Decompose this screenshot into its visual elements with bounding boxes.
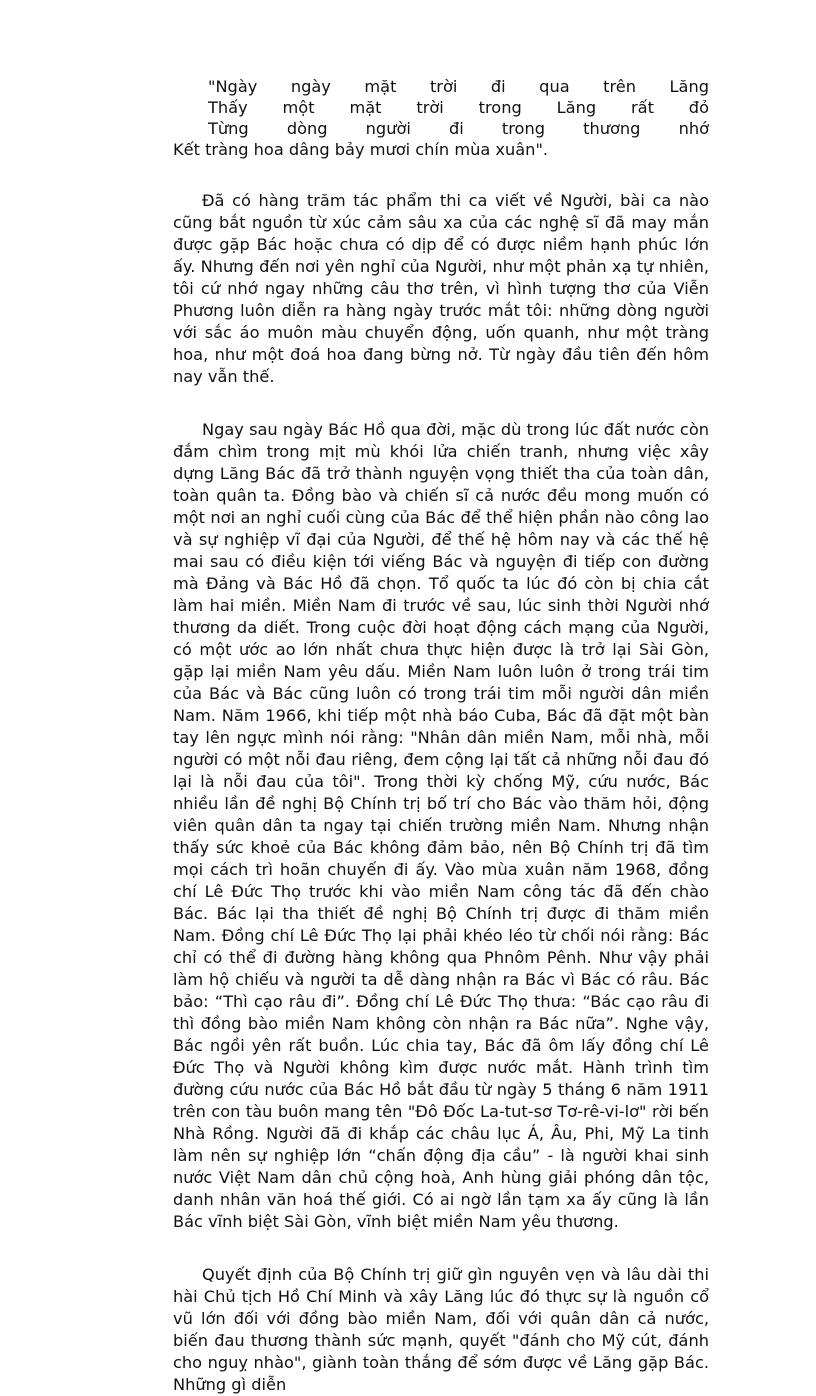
poem-line: Kết tràng hoa dâng bảy mươi chín mùa xuân". — [173, 140, 549, 159]
poem-line: Từng dòng người đi trong thương nhớ — [208, 119, 709, 138]
document-page — [173, 76, 709, 1396]
poem-line: Thấy một mặt trời trong Lăng rất đỏ — [208, 98, 709, 117]
poem-stanza — [173, 76, 709, 160]
body-paragraph: Đã có hàng trăm tác phẩm thi ca viết về Người, bài ca nào cũng bắt nguồn từ xúc cảm sâu xa của các nghệ sĩ đã may mắn được gặp Bác hoặc chưa có dịp để có được niềm hạnh phúc lớn ấy. Nhưng đến nơi yên nghỉ của Người, như một phản xạ tự nhiên, tôi cứ nhớ ngay những câu thơ trên, vì hình tượng thơ của Viễn Phương luôn diễn ra hàng ngày trước mắt tôi: những dòng người với sắc áo muôn màu chuyển động, uốn quanh, như một tràng hoa, như một đoá hoa đang bừng nở. Từ ngày đầu tiên đến hôm nay vẫn thế. — [173, 191, 709, 386]
poem-line: "Ngày ngày mặt trời đi qua trên Lăng — [208, 77, 709, 96]
body-paragraph: Ngay sau ngày Bác Hồ qua đời, mặc dù trong lúc đất nước còn đắm chìm trong mịt mù khói lửa chiến tranh, nhưng việc xây dựng Lăng Bác đã trở thành nguyện vọng thiết tha của toàn dân, toàn quân ta. Đồng bào và chiến sĩ cả nước đều mong muốn có một nơi an nghỉ cuối cùng của Bác để thể hiện phần nào công lao và sự nghiệp vĩ đại của Người, để thế hệ hôm nay và các thế hệ mai sau có điều kiện tới viếng Bác và nguyện đi tiếp con đường mà Đảng và Bác Hồ đã chọn. Tổ quốc ta lúc đó còn bị chia cắt làm hai miền. Miền Nam đi trước về sau, lúc sinh thời Người nhớ thương da diết. Trong cuộc đời hoạt động cách mạng của Người, có một ước ao lớn nhất chưa thực hiện được là trở lại Sài Gòn, gặp lại miền Nam yêu dấu. Miền Nam luôn luôn ở trong trái tim của Bác và Bác cũng luôn có trong trái tim mỗi người dân miền Nam. Năm 1966, khi tiếp một nhà báo Cuba, Bác đã đặt một bàn tay lên ngực mình nói rằng: "Nhân dân miền Nam, mỗi nhà, mỗi người có một nỗi đau riêng, đem cộng lại tất cả những nỗi đau đó lại là nỗi đau của tôi". Trong thời kỳ chống Mỹ, cứu nước, Bác nhiều lần đề nghị Bộ Chính trị bố trí cho Bác vào thăm hỏi, động viên quân dân ta ngay tại chiến trường miền Nam. Nhưng nhận thấy sức khoẻ của Bác không đảm bảo, nên Bộ Chính trị đã tìm mọi cách trì hoãn chuyến đi ấy. Vào mùa xuân năm 1968, đồng chí Lê Đức Thọ trước khi vào miền Nam công tác đã đến chào Bác. Bác lại tha thiết đề nghị Bộ Chính trị được đi thăm miền Nam. Đồng chí Lê Đức Thọ lại phải khéo léo từ chối nói rằng: Bác chỉ có thể đi đường hàng không qua Phnôm Pênh. Như vậy phải làm hộ chiếu và người ta dễ dàng nhận ra Bác vì Bác có râu. Bác bảo: “Thì cạo râu đi”. Đồng chí Lê Đức Thọ thưa: “Bác cạo râu đi thì đồng bào miền Nam không còn nhận ra Bác nữa”. Nghe vậy, Bác ngồi yên rất buồn. Lúc chia tay, Bác đã ôm lấy đồng chí Lê Đức Thọ và Người không kìm được nước mắt. Hành trình tìm đường cứu nước của Bác Hồ bắt đầu từ ngày 5 tháng 6 năm 1911 trên con tàu buôn mang tên "Đô Đốc La-tut-sơ Tơ-rê-vi-lơ" rời bến Nhà Rồng. Người đã đi khắp các châu lục Á, Âu, Phi, Mỹ La tinh làm nên sự nghiệp lớn “chấn động địa cầu” - là người khai sinh nước Việt Nam dân chủ cộng hoà, Anh hùng giải phóng dân tộc, danh nhân văn hoá thế giới. Có ai ngờ lần tạm xa ấy cũng là lần Bác vĩnh biệt Sài Gòn, vĩnh biệt miền Nam yêu thương. — [173, 420, 709, 1231]
body-paragraph: Quyết định của Bộ Chính trị giữ gìn nguyên vẹn và lâu dài thi hài Chủ tịch Hồ Chí Minh và xây Lăng lúc đó thực sự là nguồn cổ vũ lớn đối với đồng bào miền Nam, đối với quân dân cả nước, biến đau thương thành sức mạnh, quyết "đánh cho Mỹ cút, đánh cho nguỵ nhào", giành toàn thắng để sớm được về Lăng gặp Bác. Những gì diễn — [173, 1265, 709, 1394]
